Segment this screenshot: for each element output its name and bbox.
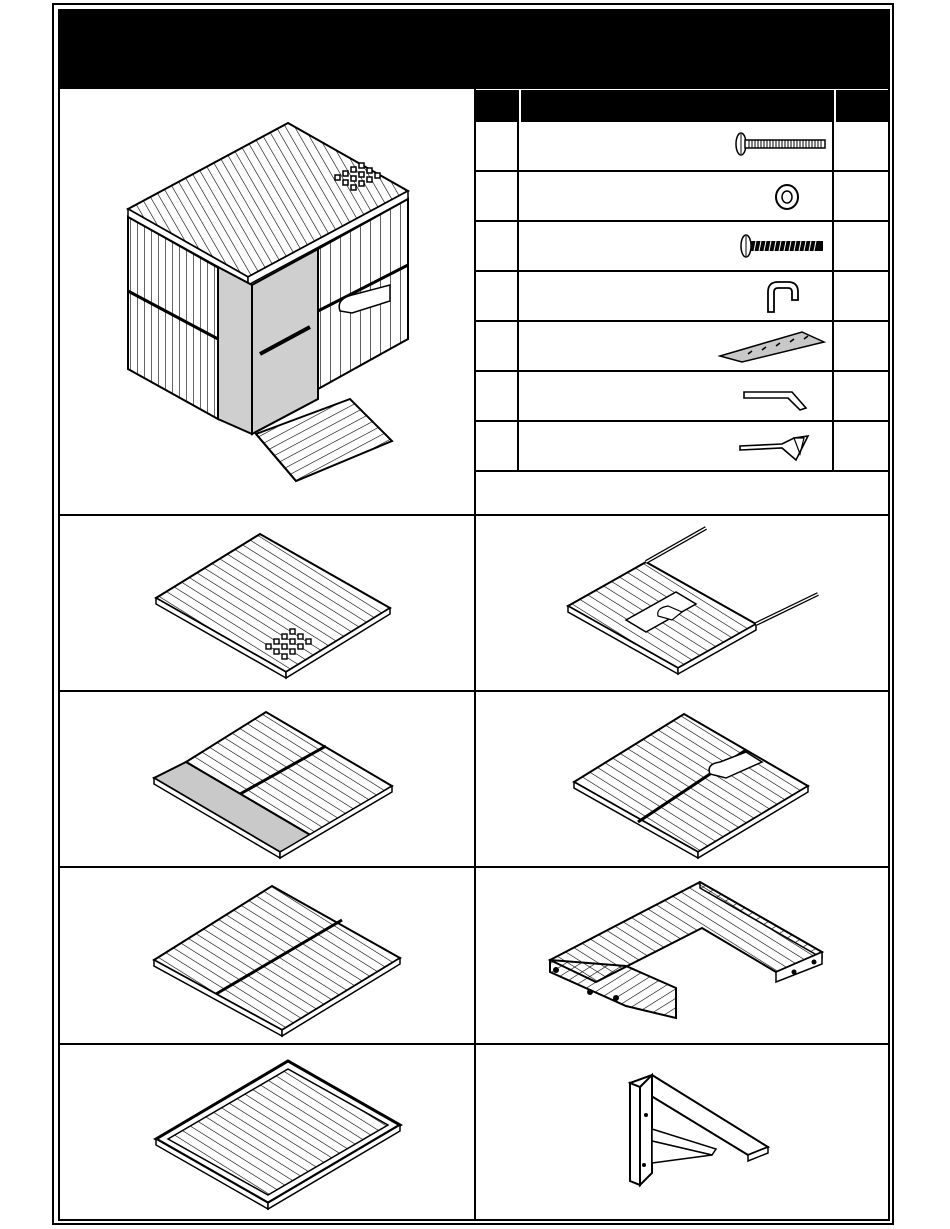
- u-clip-icon: [764, 278, 804, 314]
- assembled-sauna-drawing: [60, 89, 474, 514]
- assembled-sauna-panel: [60, 89, 474, 514]
- roof-panel-drawing: [60, 516, 474, 690]
- floor-frame-drawing: [476, 516, 888, 690]
- split-floor-drawing: [60, 868, 474, 1043]
- floor-frame-cell: [476, 516, 888, 690]
- shaded-floor-drawing: [60, 692, 474, 866]
- roof-panel-cell: [60, 516, 474, 690]
- framed-floor-cell: [60, 1045, 474, 1221]
- bench-assembly-drawing: [476, 868, 888, 1043]
- parts-row: [475, 122, 888, 172]
- bench-assembly-cell: [476, 868, 888, 1043]
- parts-row: [475, 272, 888, 322]
- parts-footer: [475, 474, 888, 514]
- parts-table-header: [475, 90, 888, 122]
- shaded-floor-cell: [60, 692, 474, 866]
- header-bar: [60, 11, 888, 89]
- bench-bracket-drawing: [476, 1045, 888, 1221]
- screw-icon: [738, 232, 828, 260]
- notched-floor-cell: [476, 692, 888, 866]
- washer-icon: [772, 182, 802, 212]
- allen-key-icon: [742, 382, 812, 414]
- framed-floor-drawing: [60, 1045, 474, 1221]
- parts-row: [475, 222, 888, 272]
- bench-bracket-cell: [476, 1045, 888, 1221]
- parts-row: [475, 422, 888, 472]
- parts-row: [475, 322, 888, 372]
- parts-row: [475, 172, 888, 222]
- pin-icon: [738, 430, 812, 464]
- split-floor-cell: [60, 868, 474, 1043]
- parts-row: [475, 372, 888, 422]
- plate-icon: [718, 330, 828, 364]
- bolt-icon: [733, 130, 828, 158]
- notched-floor-drawing: [476, 692, 888, 866]
